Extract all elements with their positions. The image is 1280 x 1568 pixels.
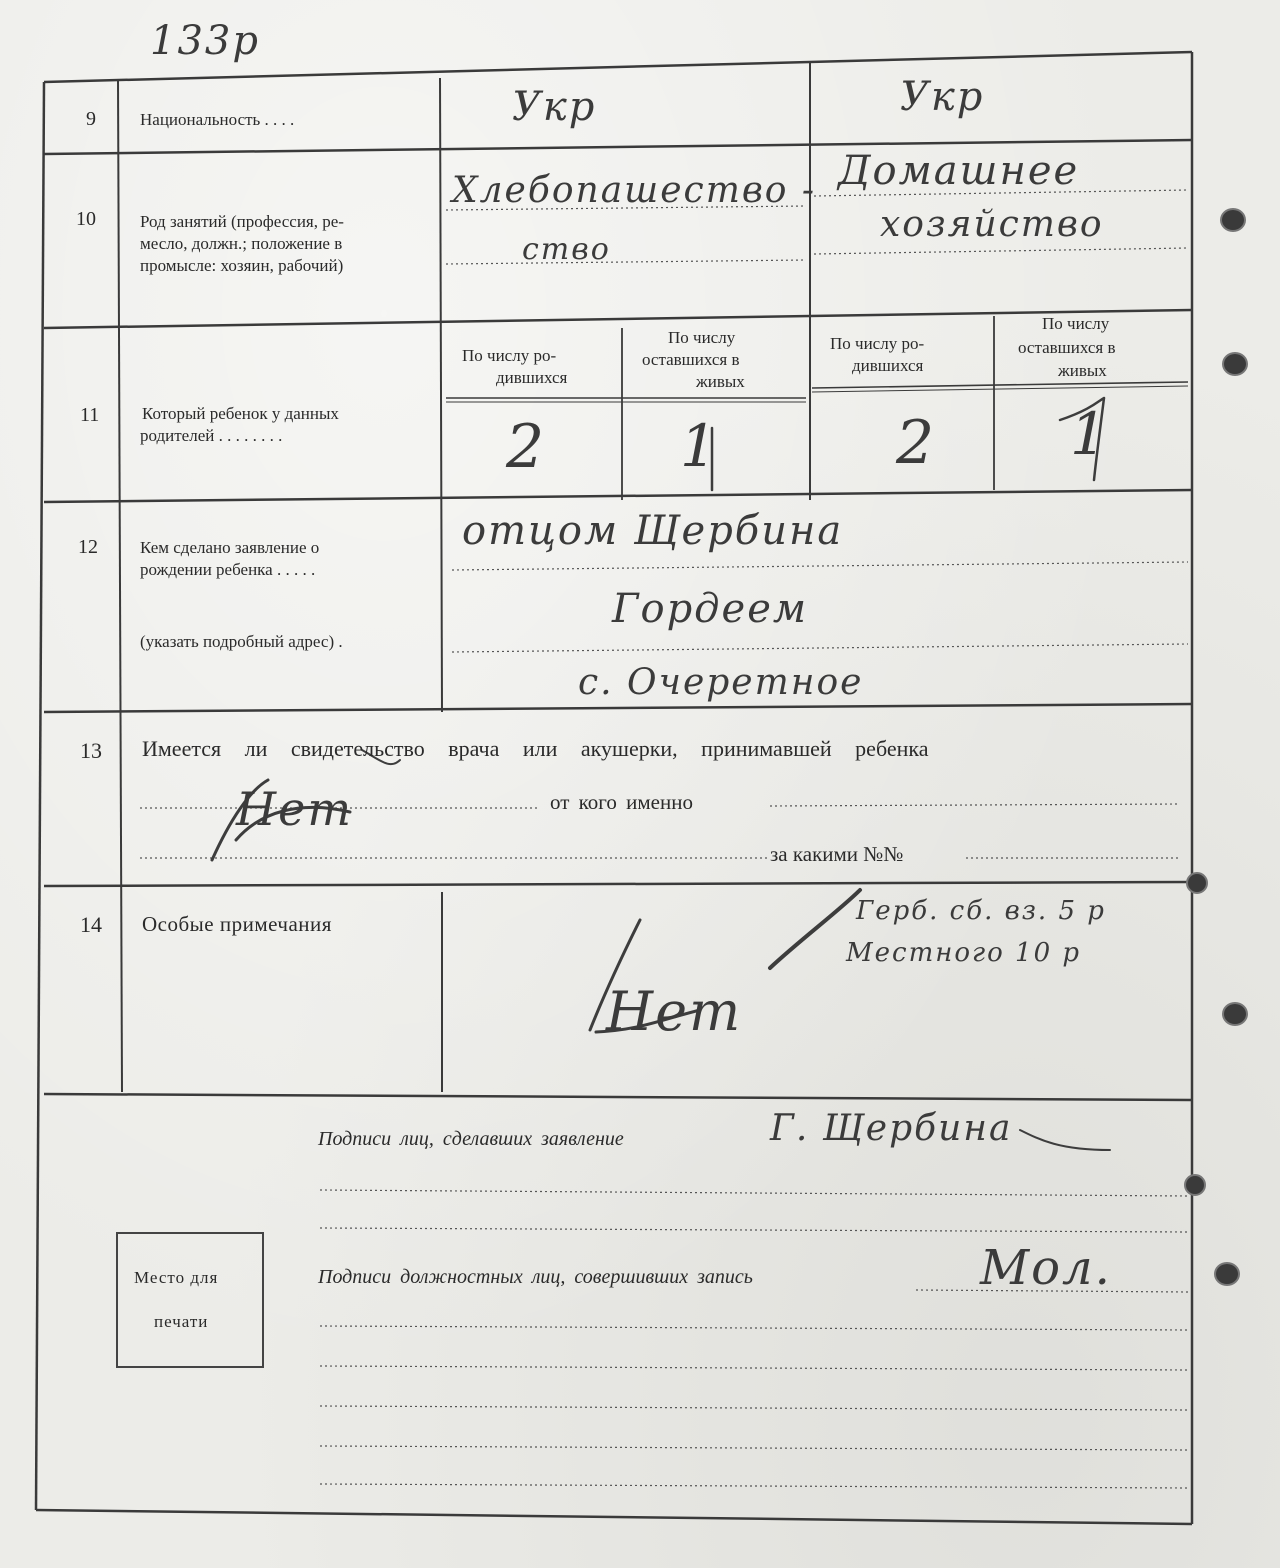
- row10-label-line3: промысле: хозяин, рабочий): [140, 256, 344, 275]
- row14-number: 14: [80, 912, 102, 937]
- row11-number: 11: [80, 404, 100, 426]
- row14-note-line1: Герб. сб. вз. 5 р: [856, 896, 1106, 926]
- row12-applicant-line3: с. Очеретное: [578, 662, 864, 703]
- row14-label: Особые примечания: [142, 912, 332, 936]
- row13-answer: Нет: [236, 782, 353, 836]
- row12-number: 12: [78, 536, 98, 558]
- binding-hole-icon: [1186, 872, 1208, 894]
- row11-mother-alive-header-line2: оставшихся в: [1018, 338, 1116, 357]
- row9-father-value: Укр: [512, 84, 597, 130]
- officials-signature-label: Подписи должностных лиц, совершивших запись: [318, 1266, 753, 1288]
- row11-mother-alive-header-line1: По числу: [1042, 314, 1110, 333]
- stamp-place-label-line1: Место для: [134, 1268, 219, 1287]
- applicants-signature-label: Подписи лиц, сделавших заявление: [318, 1128, 624, 1150]
- row11-father-born-header-line2: дившихся: [496, 368, 568, 387]
- row10-father-value-line1: Хлебопашество -: [452, 170, 817, 211]
- row11-father-alive-header-line2: оставшихся в: [642, 350, 740, 369]
- row11-father-alive-header-line1: По числу: [668, 328, 736, 347]
- row12-label-line1: Кем сделано заявление о: [140, 538, 320, 557]
- row10-mother-value-line2: хозяйство: [880, 204, 1104, 245]
- officials-signature: Мол.: [980, 1240, 1112, 1296]
- row13-from-whom-label: от кого именно: [550, 790, 693, 814]
- row10-number: 10: [76, 208, 96, 230]
- binding-hole-icon: [1214, 1262, 1240, 1286]
- row11-father-alive-header-line3: живых: [696, 372, 745, 391]
- row10-label-line2: месло, должн.; положение в: [140, 234, 343, 253]
- applicants-signature: Г. Щербина: [770, 1108, 1013, 1149]
- row11-mother-alive-header-line3: живых: [1058, 361, 1107, 380]
- row11-father-born-value: 2: [506, 412, 547, 482]
- stamp-place-label-line2: печати: [154, 1312, 209, 1331]
- row14-answer: Нет: [606, 980, 743, 1043]
- row12-applicant-line2: Гордеем: [612, 586, 809, 632]
- row12-label-line3: (указать подробный адрес) .: [140, 632, 343, 651]
- stamp-place-box: [116, 1232, 264, 1368]
- row13-numbers-label: за какими №№: [770, 842, 904, 866]
- row11-mother-born-value: 2: [896, 408, 937, 478]
- row11-father-alive-value: 1: [680, 412, 719, 480]
- row9-mother-value: Укр: [900, 74, 985, 120]
- binding-hole-icon: [1222, 1002, 1248, 1026]
- row11-label-line2: родителей . . . . . . . .: [140, 426, 283, 445]
- row9-number: 9: [86, 108, 96, 130]
- row13-question: Имеется ли свидетельство врача или акушерки, принимавшей ребенка: [142, 736, 929, 761]
- row11-label-line1: Который ребенок у данных: [142, 404, 339, 423]
- row12-applicant-line1: отцом Щербина: [462, 508, 844, 554]
- row9-label: Национальность . . . .: [140, 110, 295, 129]
- row10-label-line1: Род занятий (профессия, ре-: [140, 212, 344, 231]
- row13-number: 13: [80, 738, 102, 763]
- row11-father-born-header-line1: По числу ро-: [462, 346, 557, 365]
- page-number: 133р: [150, 18, 260, 64]
- row12-label-line2: рождении ребенка . . . . .: [140, 560, 316, 579]
- binding-hole-icon: [1222, 352, 1248, 376]
- row11-mother-alive-value: 1: [1070, 400, 1109, 468]
- binding-hole-icon: [1220, 208, 1246, 232]
- row10-father-value-line2: ство: [522, 232, 611, 267]
- row14-note-line2: Местного 10 р: [846, 938, 1082, 968]
- row10-mother-value-line1: Домашнее: [838, 148, 1080, 194]
- binding-hole-icon: [1184, 1174, 1206, 1196]
- row11-mother-born-header-line2: дившихся: [852, 356, 924, 375]
- row11-mother-born-header-line1: По числу ро-: [830, 334, 925, 353]
